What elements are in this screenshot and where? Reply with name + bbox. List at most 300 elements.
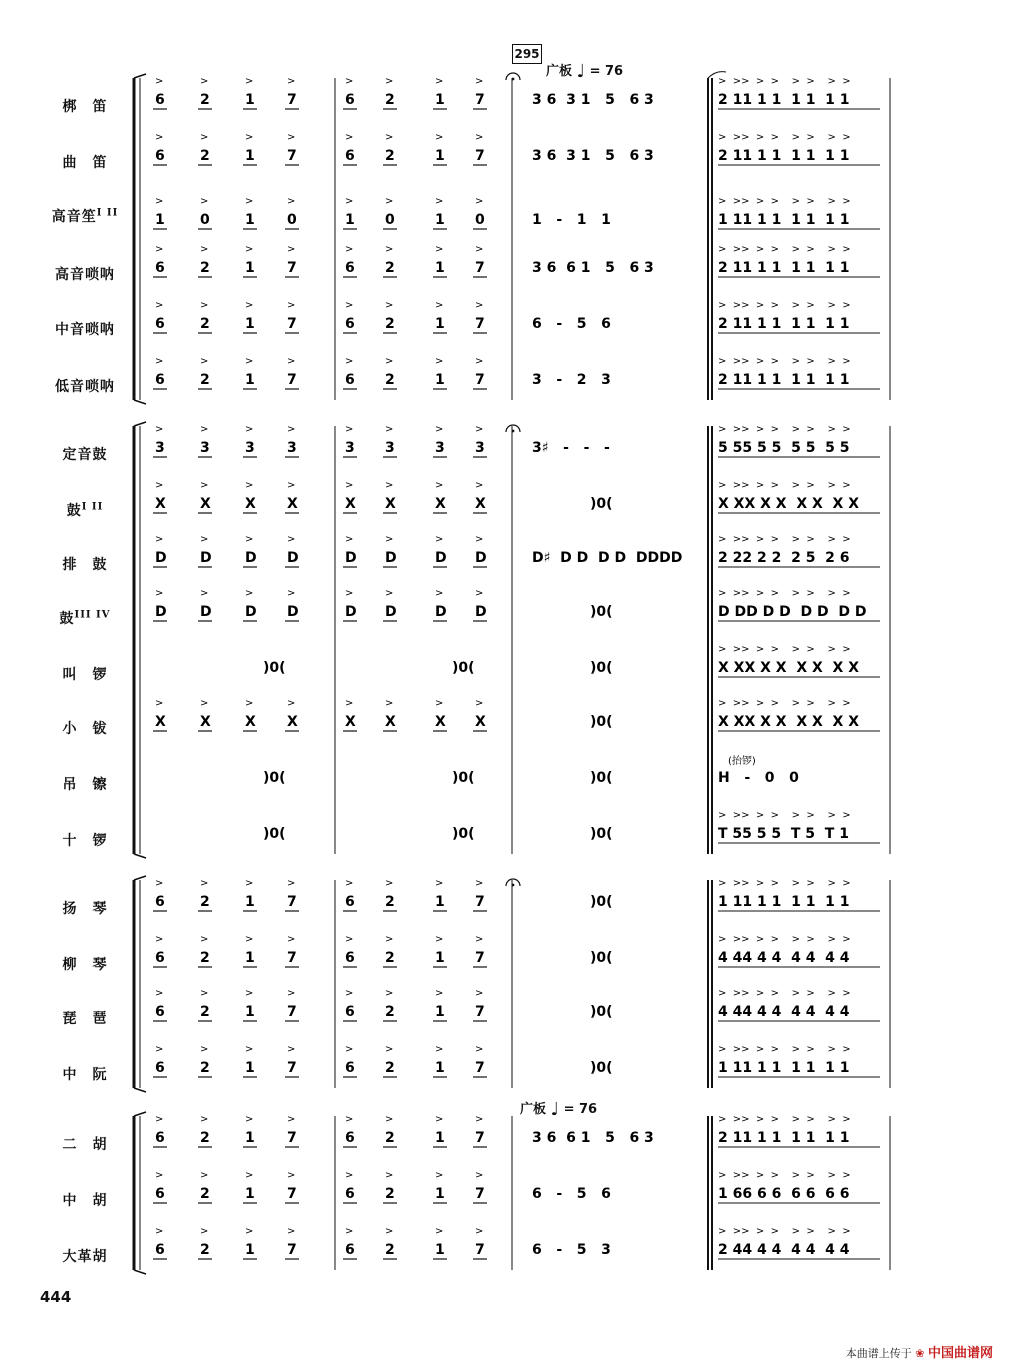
- note: D: [287, 604, 299, 620]
- note: 3: [200, 440, 210, 456]
- note: 6: [345, 148, 355, 164]
- accent-mark: >: [200, 588, 209, 599]
- measure-four: 2 11 1 1 1 1 1 1: [718, 1130, 850, 1146]
- note: 0: [475, 212, 485, 228]
- note: X: [245, 714, 256, 730]
- note: 1: [435, 950, 445, 966]
- note: 6: [345, 894, 355, 910]
- note: 1: [435, 260, 445, 276]
- note: 7: [287, 92, 297, 108]
- accent-marks: > >> > > > > > >: [718, 300, 851, 311]
- note: X: [200, 496, 211, 512]
- note: D: [287, 550, 299, 566]
- note: 7: [475, 1186, 485, 1202]
- measure-three: 3 - 2 3: [532, 372, 611, 388]
- credit-site: 中国曲谱网: [927, 1346, 993, 1361]
- note: D: [345, 550, 357, 566]
- accent-mark: >: [475, 196, 484, 207]
- accent-mark: >: [475, 588, 484, 599]
- note: 3: [155, 440, 165, 456]
- rest-mark: )0(: [263, 826, 286, 842]
- measure-three: )0(: [590, 1060, 613, 1076]
- accent-mark: >: [155, 76, 164, 87]
- accent-marks: > >> > > > > > >: [718, 1114, 851, 1125]
- note: D: [245, 550, 257, 566]
- instrument-name: 曲 笛: [62, 155, 108, 171]
- accent-mark: >: [200, 132, 209, 143]
- bracket-hook: [134, 1270, 146, 1274]
- note: D: [385, 550, 397, 566]
- accent-mark: >: [155, 534, 164, 545]
- note: D: [155, 604, 167, 620]
- accent-mark: >: [200, 356, 209, 367]
- accent-marks: > >> > > > > > >: [718, 196, 851, 207]
- note: X: [200, 714, 211, 730]
- measure-four: 2 11 1 1 1 1 1 1: [718, 148, 850, 164]
- note: 1: [245, 260, 255, 276]
- accent-mark: >: [200, 534, 209, 545]
- instrument-name: 十 锣: [62, 833, 108, 849]
- note: X: [345, 496, 356, 512]
- accent-mark: >: [155, 1170, 164, 1181]
- note: 6: [155, 1130, 165, 1146]
- accent-mark: >: [200, 76, 209, 87]
- accent-mark: >: [475, 76, 484, 87]
- note: 1: [245, 1004, 255, 1020]
- accent-mark: >: [385, 934, 394, 945]
- note: 2: [385, 316, 395, 332]
- accent-marks: > >> > > > > > >: [718, 698, 851, 709]
- measure-four: H - 0 0: [718, 770, 799, 786]
- accent-mark: >: [287, 534, 296, 545]
- instrument-name: 吊 镲: [62, 777, 108, 793]
- accent-mark: >: [345, 1114, 354, 1125]
- accent-mark: >: [435, 424, 444, 435]
- accent-mark: >: [385, 698, 394, 709]
- note: 3: [435, 440, 445, 456]
- note: 6: [155, 1004, 165, 1020]
- accent-mark: >: [155, 480, 164, 491]
- instrument-name: 梆 笛: [62, 99, 108, 115]
- accent-mark: >: [245, 356, 254, 367]
- measure-three: 1 - 1 1: [532, 212, 611, 228]
- accent-mark: >: [200, 424, 209, 435]
- note: 6: [345, 316, 355, 332]
- note: X: [155, 714, 166, 730]
- accent-mark: >: [385, 1114, 394, 1125]
- measure-four: 2 44 4 4 4 4 4 4: [718, 1242, 850, 1258]
- note: 6: [155, 894, 165, 910]
- accent-mark: >: [475, 988, 484, 999]
- accent-mark: >: [385, 588, 394, 599]
- accent-mark: >: [385, 1226, 394, 1237]
- measure-three: )0(: [590, 604, 613, 620]
- accent-mark: >: [200, 480, 209, 491]
- accent-mark: >: [385, 480, 394, 491]
- accent-marks: > >> > > > > > >: [718, 1044, 851, 1055]
- note: 7: [475, 92, 485, 108]
- note: 1: [245, 212, 255, 228]
- instrument-name: 扬 琴: [62, 901, 108, 917]
- instrument-name: 鼓$^{I II}$: [66, 501, 104, 519]
- quarter-note-icon: ♩: [576, 61, 586, 82]
- accent-mark: >: [385, 424, 394, 435]
- measure-four: 4 44 4 4 4 4 4 4: [718, 950, 850, 966]
- note: 7: [475, 1130, 485, 1146]
- note: 7: [287, 1004, 297, 1020]
- accent-mark: >: [475, 878, 484, 889]
- accent-mark: >: [155, 132, 164, 143]
- instrument-name: 二 胡: [62, 1137, 108, 1153]
- accent-mark: >: [475, 1170, 484, 1181]
- note: 6: [345, 92, 355, 108]
- note: 0: [385, 212, 395, 228]
- note: X: [345, 714, 356, 730]
- note: 7: [475, 894, 485, 910]
- accent-mark: >: [475, 934, 484, 945]
- note: 6: [155, 950, 165, 966]
- instrument-name: 叫 锣: [62, 667, 108, 683]
- bracket-hook: [134, 400, 146, 404]
- accent-mark: >: [345, 244, 354, 255]
- accent-mark: >: [475, 1044, 484, 1055]
- note: 1: [245, 1242, 255, 1258]
- instrument-name: 中 阮: [62, 1067, 108, 1083]
- note: 7: [475, 316, 485, 332]
- note: 1: [245, 1060, 255, 1076]
- measure-three: )0(: [590, 894, 613, 910]
- credit-prefix: 本曲谱上传于: [845, 1347, 912, 1360]
- measure-three: )0(: [590, 714, 613, 730]
- accent-marks: > >> > > > > > >: [718, 76, 851, 87]
- note: 6: [155, 372, 165, 388]
- accent-mark: >: [155, 356, 164, 367]
- accent-marks: > >> > > > > > >: [718, 878, 851, 889]
- accent-mark: >: [287, 480, 296, 491]
- accent-mark: >: [287, 588, 296, 599]
- bracket-hook: [134, 1112, 146, 1116]
- accent-mark: >: [345, 132, 354, 143]
- instrument-name: 中 胡: [62, 1193, 108, 1209]
- measure-three: )0(: [590, 660, 613, 676]
- note: 1: [435, 1242, 445, 1258]
- accent-mark: >: [385, 300, 394, 311]
- accent-mark: >: [385, 196, 394, 207]
- rest-mark: )0(: [452, 660, 475, 676]
- measure-three: 3 6 6 1 5 6 3: [532, 1130, 654, 1146]
- accent-mark: >: [475, 698, 484, 709]
- tempo-term: 广板: [546, 64, 573, 79]
- note: 7: [287, 1186, 297, 1202]
- note: 2: [200, 260, 210, 276]
- accent-mark: >: [475, 424, 484, 435]
- accent-mark: >: [435, 1114, 444, 1125]
- accent-mark: >: [245, 988, 254, 999]
- accent-mark: >: [155, 878, 164, 889]
- instrument-name: 低音唢呐: [55, 379, 115, 395]
- rest-mark: )0(: [263, 660, 286, 676]
- measure-four: D DD D D D D D D: [718, 604, 867, 620]
- accent-mark: >: [155, 988, 164, 999]
- note: 6: [345, 260, 355, 276]
- note: 2: [200, 316, 210, 332]
- note: 6: [345, 1130, 355, 1146]
- note: 0: [287, 212, 297, 228]
- measure-four: 1 11 1 1 1 1 1 1: [718, 1060, 850, 1076]
- accent-mark: >: [200, 196, 209, 207]
- accent-mark: >: [155, 698, 164, 709]
- accent-mark: >: [245, 196, 254, 207]
- accent-mark: >: [345, 480, 354, 491]
- accent-mark: >: [435, 356, 444, 367]
- accent-mark: >: [155, 1114, 164, 1125]
- accent-mark: >: [200, 698, 209, 709]
- accent-mark: >: [475, 356, 484, 367]
- accent-marks: > >> > > > > > >: [718, 132, 851, 143]
- note: 2: [385, 894, 395, 910]
- note: D: [155, 550, 167, 566]
- accent-mark: >: [200, 1114, 209, 1125]
- accent-mark: >: [155, 588, 164, 599]
- note: 7: [287, 148, 297, 164]
- measure-four: 2 11 1 1 1 1 1 1: [718, 316, 850, 332]
- bracket-hook: [134, 854, 146, 858]
- note: 0: [200, 212, 210, 228]
- measure-three: 6 - 5 3: [532, 1242, 611, 1258]
- note: 7: [287, 1242, 297, 1258]
- note: 6: [155, 148, 165, 164]
- accent-mark: >: [385, 244, 394, 255]
- measure-three: 3 6 6 1 5 6 3: [532, 260, 654, 276]
- accent-mark: >: [155, 1044, 164, 1055]
- accent-mark: >: [475, 534, 484, 545]
- note: D: [435, 550, 447, 566]
- accent-mark: >: [245, 480, 254, 491]
- note: 2: [200, 1004, 210, 1020]
- note: 6: [155, 260, 165, 276]
- note: 2: [385, 1004, 395, 1020]
- accent-mark: >: [287, 244, 296, 255]
- note: 7: [287, 260, 297, 276]
- note: D: [475, 604, 487, 620]
- accent-mark: >: [345, 588, 354, 599]
- accent-mark: >: [245, 76, 254, 87]
- note: 1: [435, 372, 445, 388]
- accent-mark: >: [435, 132, 444, 143]
- note: D: [200, 604, 212, 620]
- note: 7: [475, 1060, 485, 1076]
- accent-mark: >: [475, 300, 484, 311]
- note: 6: [345, 1004, 355, 1020]
- note: 1: [435, 1004, 445, 1020]
- measure-four: X XX X X X X X X: [718, 496, 860, 512]
- accent-mark: >: [287, 424, 296, 435]
- accent-mark: >: [287, 356, 296, 367]
- rest-mark: )0(: [452, 826, 475, 842]
- note: D: [245, 604, 257, 620]
- note: 2: [200, 1186, 210, 1202]
- measure-four: 2 11 1 1 1 1 1 1: [718, 372, 850, 388]
- accent-mark: >: [435, 934, 444, 945]
- accent-mark: >: [345, 698, 354, 709]
- note: 2: [385, 1130, 395, 1146]
- accent-marks: > >> > > > > > >: [718, 244, 851, 255]
- accent-marks: > >> > > > > > >: [718, 644, 851, 655]
- accent-mark: >: [385, 1044, 394, 1055]
- instrument-name: 琵 琶: [62, 1011, 108, 1027]
- note: 2: [385, 1242, 395, 1258]
- note: 2: [200, 148, 210, 164]
- note: D: [475, 550, 487, 566]
- accent-mark: >: [245, 132, 254, 143]
- note: 2: [385, 260, 395, 276]
- bracket-hook: [134, 876, 146, 880]
- note: 3: [345, 440, 355, 456]
- note: X: [385, 714, 396, 730]
- note: 1: [245, 894, 255, 910]
- instrument-name: 柳 琴: [62, 957, 108, 973]
- note: D: [345, 604, 357, 620]
- fermata-dot: [512, 78, 515, 81]
- accent-mark: >: [287, 988, 296, 999]
- accent-mark: >: [155, 244, 164, 255]
- accent-mark: >: [475, 132, 484, 143]
- accent-mark: >: [475, 1226, 484, 1237]
- note: 7: [287, 316, 297, 332]
- measure-three: )0(: [590, 826, 613, 842]
- accent-mark: >: [245, 1044, 254, 1055]
- accent-mark: >: [435, 534, 444, 545]
- measure-three: 3♯ - - -: [532, 440, 610, 456]
- accent-mark: >: [345, 424, 354, 435]
- accent-mark: >: [155, 1226, 164, 1237]
- accent-mark: >: [435, 988, 444, 999]
- accent-mark: >: [200, 1226, 209, 1237]
- note: 2: [200, 1130, 210, 1146]
- note: 6: [155, 1186, 165, 1202]
- accent-mark: >: [385, 132, 394, 143]
- accent-mark: >: [345, 300, 354, 311]
- accent-marks: > >> > > > > > >: [718, 424, 851, 435]
- upload-credit: [846, 1342, 993, 1361]
- accent-mark: >: [287, 878, 296, 889]
- measure-four: T 55 5 5 T 5 T 1: [718, 826, 849, 842]
- accent-mark: >: [345, 196, 354, 207]
- accent-mark: >: [385, 356, 394, 367]
- note: 1: [245, 1130, 255, 1146]
- accent-mark: >: [245, 698, 254, 709]
- accent-mark: >: [245, 244, 254, 255]
- measure-four: X XX X X X X X X: [718, 714, 860, 730]
- note: 6: [345, 1186, 355, 1202]
- accent-marks: > >> > > > > > >: [718, 588, 851, 599]
- note: X: [385, 496, 396, 512]
- accent-mark: >: [435, 1044, 444, 1055]
- accent-mark: >: [345, 878, 354, 889]
- note: 2: [200, 950, 210, 966]
- page-number: 444: [40, 1288, 72, 1306]
- note: 1: [245, 148, 255, 164]
- accent-mark: >: [287, 132, 296, 143]
- accent-mark: >: [287, 698, 296, 709]
- accent-marks: > >> > > > > > >: [718, 534, 851, 545]
- note: 1: [435, 212, 445, 228]
- measure-four: 1 11 1 1 1 1 1 1: [718, 894, 850, 910]
- tempo-value: = 76: [589, 64, 624, 79]
- measure-four: X XX X X X X X X: [718, 660, 860, 676]
- note: 3: [475, 440, 485, 456]
- note: 6: [345, 1242, 355, 1258]
- note: 1: [435, 894, 445, 910]
- accent-mark: >: [385, 878, 394, 889]
- note: X: [435, 714, 446, 730]
- note: 2: [200, 894, 210, 910]
- note: 7: [287, 1130, 297, 1146]
- note: X: [287, 496, 298, 512]
- note: 1: [435, 1186, 445, 1202]
- note: 7: [475, 1242, 485, 1258]
- measure-three: 6 - 5 6: [532, 1186, 611, 1202]
- accent-mark: >: [245, 1170, 254, 1181]
- accent-mark: >: [475, 1114, 484, 1125]
- note: 2: [385, 1186, 395, 1202]
- measure-four: 1 11 1 1 1 1 1 1: [718, 212, 850, 228]
- accent-mark: >: [287, 934, 296, 945]
- measure-four: 2 22 2 2 2 5 2 6: [718, 550, 850, 566]
- accent-marks: > >> > > > > > >: [718, 988, 851, 999]
- fermata-dot: [512, 430, 515, 433]
- accent-mark: >: [287, 196, 296, 207]
- note: 6: [155, 1060, 165, 1076]
- accent-mark: >: [435, 878, 444, 889]
- note: 7: [287, 1060, 297, 1076]
- instrument-name: 高音唢呐: [55, 267, 115, 283]
- accent-mark: >: [245, 878, 254, 889]
- accent-mark: >: [245, 300, 254, 311]
- note: 2: [385, 148, 395, 164]
- note: 6: [155, 316, 165, 332]
- accent-mark: >: [345, 988, 354, 999]
- accent-mark: >: [435, 300, 444, 311]
- accent-mark: >: [200, 300, 209, 311]
- note: 1: [345, 212, 355, 228]
- note: X: [245, 496, 256, 512]
- instrument-name: 排 鼓: [62, 557, 108, 573]
- accent-mark: >: [200, 1170, 209, 1181]
- accent-marks: > >> > > > > > >: [718, 810, 851, 821]
- accent-mark: >: [155, 300, 164, 311]
- measure-four: 2 11 1 1 1 1 1 1: [718, 92, 850, 108]
- note: 6: [345, 1060, 355, 1076]
- note: 6: [345, 372, 355, 388]
- note: 7: [287, 372, 297, 388]
- accent-mark: >: [435, 588, 444, 599]
- accent-mark: >: [345, 1170, 354, 1181]
- accent-mark: >: [475, 244, 484, 255]
- bracket-hook: [134, 1088, 146, 1092]
- accent-mark: >: [287, 1044, 296, 1055]
- accent-mark: >: [345, 1226, 354, 1237]
- note: 6: [155, 92, 165, 108]
- accent-mark: >: [200, 988, 209, 999]
- accent-mark: >: [287, 76, 296, 87]
- accent-mark: >: [345, 356, 354, 367]
- accent-mark: >: [475, 480, 484, 491]
- accent-mark: >: [345, 534, 354, 545]
- accent-mark: >: [245, 424, 254, 435]
- accent-mark: >: [435, 76, 444, 87]
- accent-mark: >: [245, 1114, 254, 1125]
